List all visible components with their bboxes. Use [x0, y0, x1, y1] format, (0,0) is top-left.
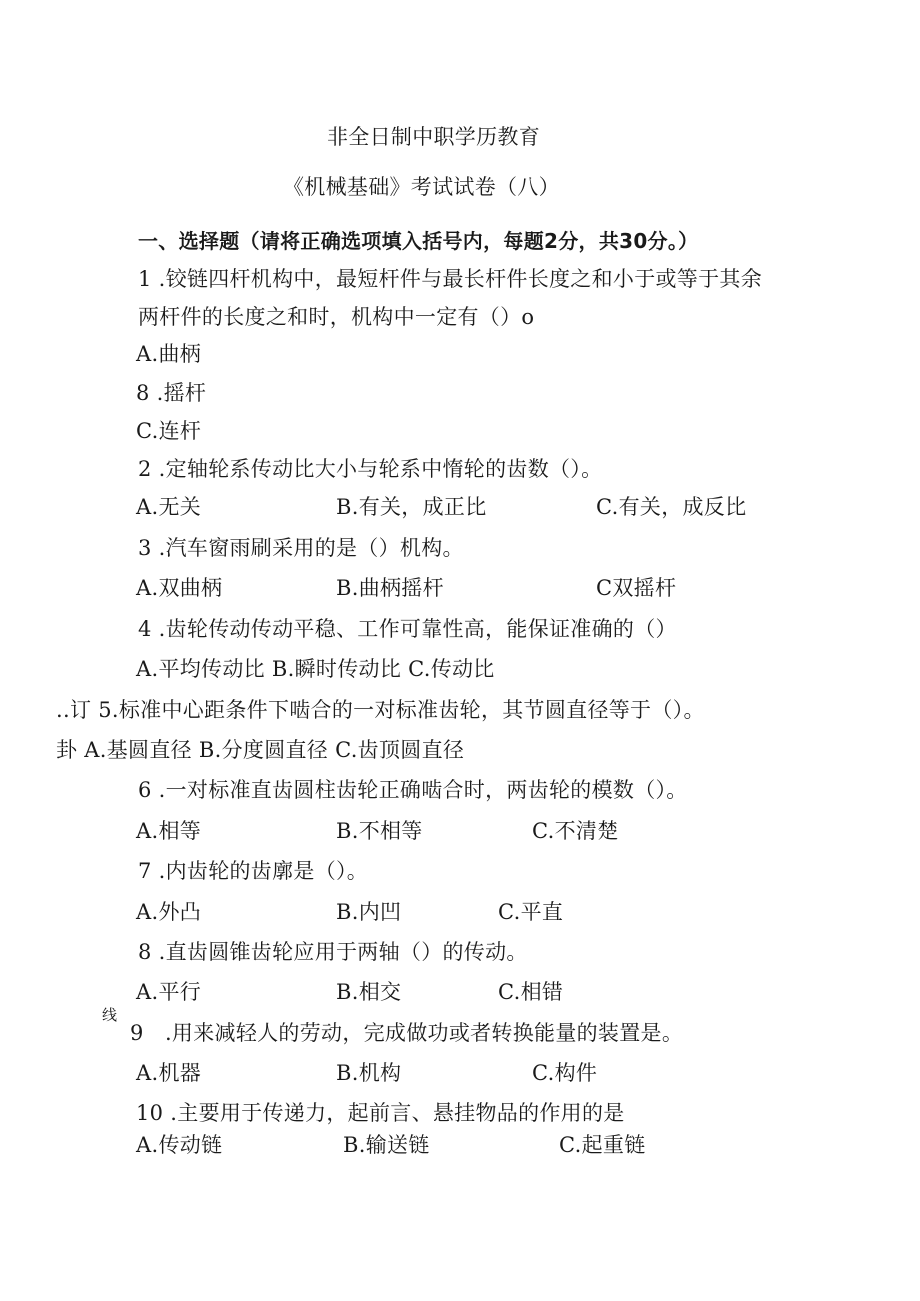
question-5-options: 卦 A.基圆直径 B.分度圆直径 C.齿顶圆直径: [56, 738, 465, 762]
question-4-options: A.平均传动比 B.瞬时传动比 C.传动比: [136, 657, 495, 681]
question-1-option-c: C.连杆: [136, 419, 202, 443]
question-6-option-b: B.不相等: [336, 819, 423, 843]
question-3-stem: 3 .汽车窗雨刷采用的是（）机构。: [138, 536, 464, 560]
question-5-stem: ..订 5.标准中心距条件下啮合的一对标准齿轮，其节圆直径等于（）。: [56, 698, 705, 722]
question-3-option-c: C双摇杆: [596, 576, 677, 600]
question-6-stem: 6 .一对标准直齿圆柱齿轮正确啮合时，两齿轮的模数（）。: [138, 778, 688, 802]
question-7-option-a: A.外凸: [136, 900, 202, 924]
exam-title-line1: 非全日制中职学历教育: [327, 125, 540, 149]
question-8-stem: 8 .直齿圆锥齿轮应用于两轴（）的传动。: [138, 940, 528, 964]
question-1-option-a: A.曲柄: [136, 342, 202, 366]
question-4-stem: 4 .齿轮传动传动平稳、工作可靠性高，能保证准确的（）: [138, 617, 677, 641]
question-2-option-c: C.有关，成反比: [596, 495, 747, 519]
question-10-option-b: B.输送链: [343, 1133, 430, 1157]
question-8-option-b: B.相交: [336, 980, 402, 1004]
question-2-option-b: B.有关，成正比: [336, 495, 487, 519]
binding-line-mark: 线: [102, 1006, 118, 1024]
question-9-stem: 9 .用来减轻人的劳动，完成做功或者转换能量的装置是。: [130, 1021, 684, 1045]
exam-title-line2: 《机械基础》考试试卷（八）: [283, 175, 560, 199]
question-9-option-b: B.机构: [336, 1061, 402, 1085]
question-3-option-a: A.双曲柄: [136, 576, 223, 600]
question-2-option-a: A.无关: [136, 495, 202, 519]
question-3-option-b: B.曲柄摇杆: [336, 576, 444, 600]
question-9-option-a: A.机器: [136, 1061, 202, 1085]
question-7-option-c: C.平直: [498, 900, 564, 924]
question-10-option-c: C.起重链: [559, 1133, 646, 1157]
question-1-stem-line2: 两杆件的长度之和时，机构中一定有（）o: [138, 305, 535, 329]
question-1-option-b: 8 .摇杆: [136, 381, 207, 405]
question-6-option-c: C.不清楚: [532, 819, 619, 843]
question-9-option-c: C.构件: [532, 1061, 598, 1085]
question-1-stem-line1: 1 .铰链四杆机构中，最短杆件与最长杆件长度之和小于或等于其余: [138, 267, 763, 291]
question-8-option-c: C.相错: [498, 980, 564, 1004]
question-10-option-a: A.传动链: [136, 1133, 223, 1157]
question-6-option-a: A.相等: [136, 819, 202, 843]
question-2-stem: 2 .定轴轮系传动比大小与轮系中惰轮的齿数（）。: [138, 457, 603, 481]
question-8-option-a: A.平行: [136, 980, 202, 1004]
question-7-stem: 7 .内齿轮的齿廓是（）。: [138, 859, 369, 883]
question-7-option-b: B.内凹: [336, 900, 402, 924]
question-10-stem: 10 .主要用于传递力，起前言、悬挂物品的作用的是: [136, 1101, 625, 1125]
section-heading: 一、选择题（请将正确选项填入括号内，每题2分，共30分。）: [138, 229, 699, 253]
